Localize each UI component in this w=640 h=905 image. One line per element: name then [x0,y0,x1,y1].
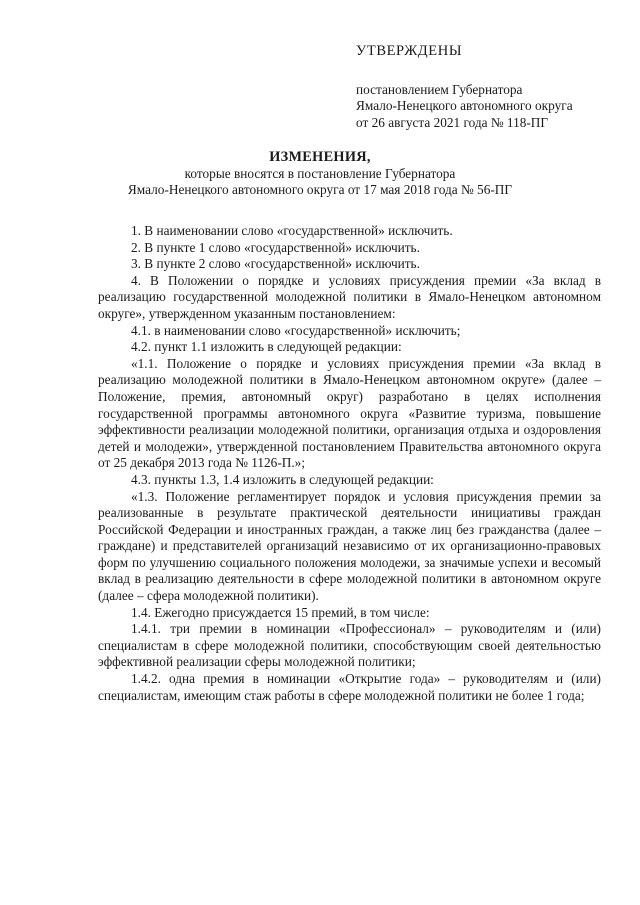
paragraph: 4.1. в наименовании слово «государственной» исключить; [131,322,461,338]
approval-line: Ямало-Ненецкого автономного округа [356,98,573,113]
approval-line: от 26 августа 2021 года № 118-ПГ [356,114,549,130]
document-subtitle-line: которые вносятся в постановление Губернатора [184,165,456,181]
paragraph: 1. В наименовании слово «государственной» исключить. [131,223,453,238]
paragraph: 1.4.1. три премии в номинации «Профессионал» – руководителям и (или) специалистам в сфере молодежной политики, способствующим своей деятельностью эффективной реализации сферы молодежной политики; [98,621,601,670]
paragraph: 4.2. пункт 1.1 изложить в следующей редакции: [131,339,402,355]
document-title: ИЗМЕНЕНИЯ, [269,149,371,165]
document-body [98,223,601,704]
approval-block [356,43,626,131]
title-block [60,149,580,199]
paragraph: 4.3. пункты 1.3, 1.4 изложить в следующей редакции: [131,471,434,487]
paragraph: 4. В Положении о порядке и условиях присуждения премии «За вклад в реализацию государственной молодежной политики в Ямало-Ненецком автономном округе», утвержденном указанным постановлением: [98,272,601,321]
paragraph: 1.4. Ежегодно присуждается 15 премий, в том числе: [131,604,430,620]
approval-line: постановлением Губернатора [356,81,523,97]
paragraph: «1.1. Положение о порядке и условиях присуждения премии «За вклад в реализацию молодежной политики в Ямало-Ненецком автономном округе» (далее – Положение, премия, автономный округ) разработано в целях исполнения государственной программы автономного округа «Развитие туризма, повышение эффективности реализации молодежной политики, организация отдыха и оздоровления детей и молодежи», утвержденной постановлением Правительства автономного округа от 25 декабря 2013 года № 1126-П.»; [98,355,601,471]
paragraph: 3. В пункте 2 слово «государственной» исключить. [131,256,420,272]
paragraph: 1.4.2. одна премия в номинации «Открытие года» – руководителям и (или) специалистам, имеющим стаж работы в сфере молодежной политики не более 1 года; [98,671,601,703]
paragraph: «1.3. Положение регламентирует порядок и условия присуждения премии за реализованные в результате практической деятельности инициативы граждан Российской Федерации и иностранных граждан, а также лиц без гражданства (далее – граждане) и представителей организаций независимо от их организационно-правовых форм по улучшению социального положения молодежи, за значимые успехи и весомый вклад в реализацию деятельности в сфере молодежной политики в автономном округе (далее – сфера молодежной политики). [98,488,601,604]
document-subtitle-line: Ямало-Ненецкого автономного округа от 17 мая 2018 года № 56-ПГ [127,182,513,197]
paragraph: 2. В пункте 1 слово «государственной» исключить. [131,239,420,255]
approved-stamp: УТВЕРЖДЕНЫ [356,43,463,59]
